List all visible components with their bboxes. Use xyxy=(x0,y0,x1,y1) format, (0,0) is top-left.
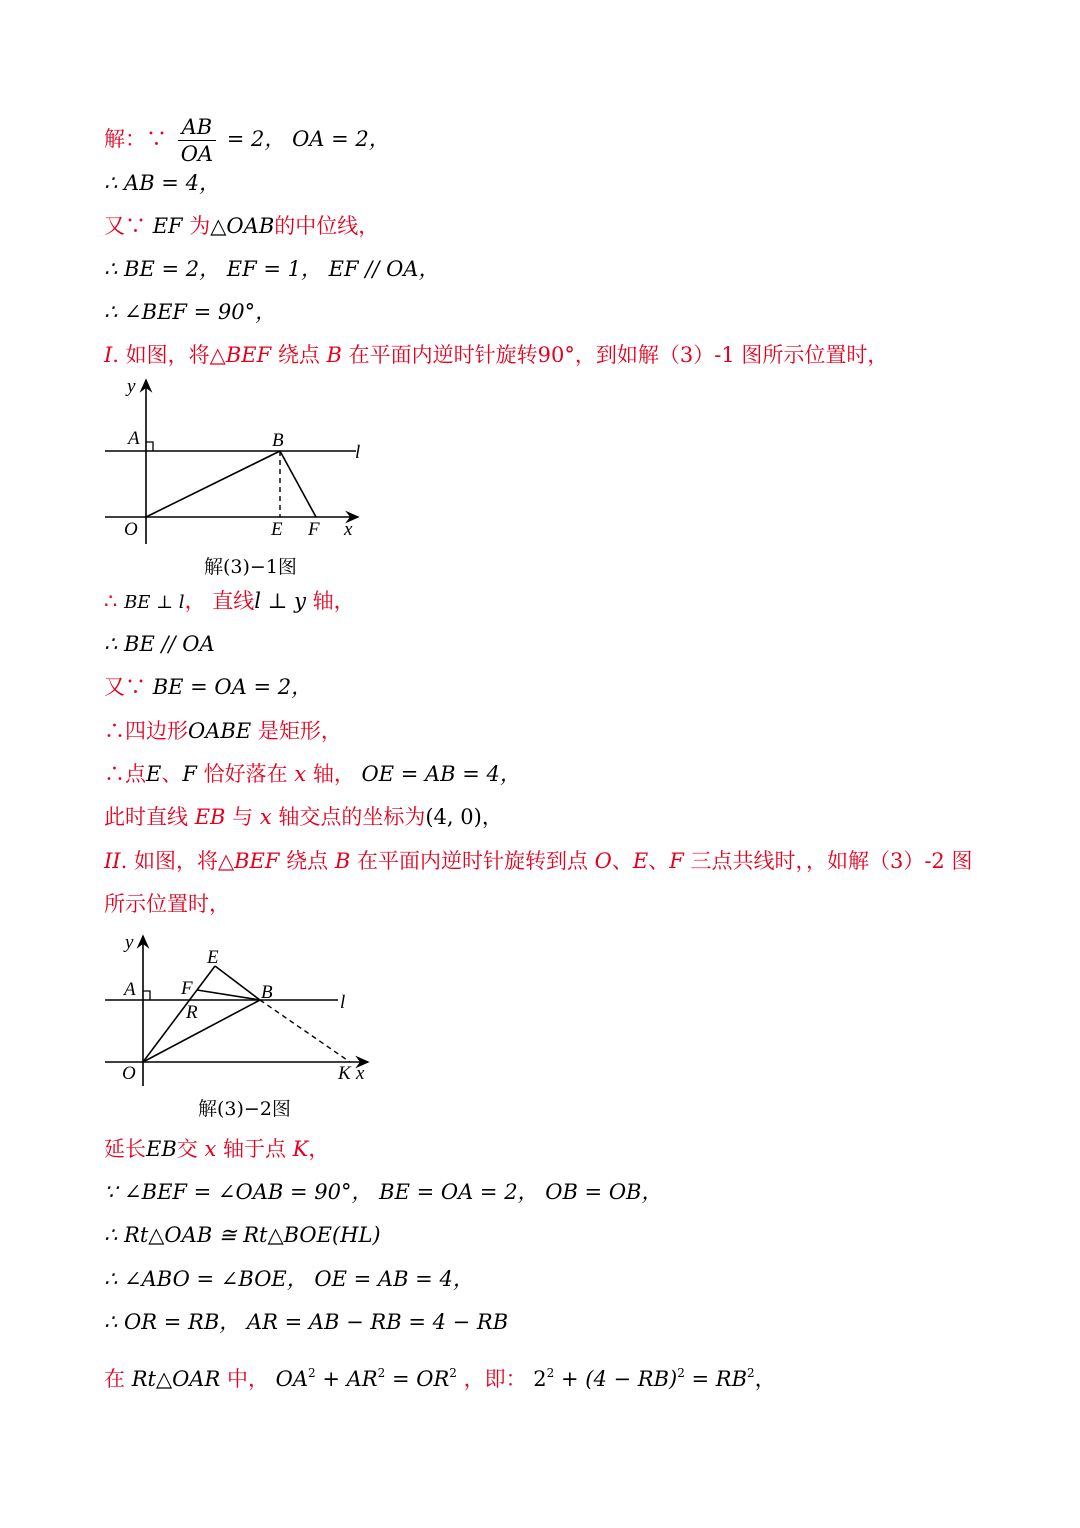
figure-2 xyxy=(100,928,380,1120)
label-a: A xyxy=(124,979,136,1000)
line-17: ∴ Rt△OAB ≅ Rt△BOE(HL) xyxy=(104,1223,381,1247)
label-a: A xyxy=(128,428,140,449)
label-l: l xyxy=(340,992,346,1013)
line-20: 在 Rt△OAR 中， $OA^2 + AR^2 = OR^2$ ，即： $2^2 + (4 - RB)^2 = RB^2$， xyxy=(104,1366,776,1391)
label-f: F xyxy=(181,978,193,999)
label-f: F xyxy=(308,519,320,540)
line-18: ∴ ∠ABO = ∠BOE， OE = AB = 4， xyxy=(104,1267,474,1291)
line-1: 解：∵ $\frac{AB}{OA}$ = 2， OA = 2， xyxy=(104,115,390,166)
label-y: y xyxy=(125,932,134,953)
segment-ob xyxy=(146,451,280,517)
segment-fb xyxy=(197,990,260,1000)
figure-2-diagram xyxy=(100,928,380,1093)
line-19: ∴ OR = RB， AR = AB − RB = 4 − RB xyxy=(104,1310,509,1334)
label-o: O xyxy=(122,1063,136,1084)
label-x: x xyxy=(356,1063,365,1084)
line-2: ∴ AB = 4， xyxy=(104,171,220,195)
label-l: l xyxy=(355,442,361,463)
segment-ob xyxy=(143,1000,260,1062)
line-12: 此时直线 EB 与 x 轴交点的坐标为(4, 0)， xyxy=(104,805,503,829)
segment-eb xyxy=(215,966,260,1000)
right-angle-mark xyxy=(146,442,153,451)
figure-1-caption: 解(3)−1图 xyxy=(204,556,297,578)
segment-oe xyxy=(143,966,215,1062)
label-e: E xyxy=(271,519,283,540)
line-11: ∴点E、F 恰好落在 x 轴， OE = AB = 4， xyxy=(104,762,521,786)
line-8: ∴ BE // OA xyxy=(104,632,215,656)
segment-bk-dashed xyxy=(260,1000,350,1062)
line-14: 所示位置时， xyxy=(104,892,230,916)
solution-label: 解：∵ xyxy=(104,127,167,151)
label-r: R xyxy=(186,1002,198,1023)
line-9: 又∵ BE = OA = 2， xyxy=(104,675,313,699)
line-15: 延长EB交 x 轴于点 K， xyxy=(104,1137,330,1161)
line-5: ∴ ∠BEF = 90°， xyxy=(104,300,277,324)
right-angle-mark xyxy=(143,991,150,1000)
line-7: ∴ BE ⊥ l， 直线l ⊥ y 轴， xyxy=(104,589,355,613)
line-10: ∴四边形OABE 是矩形， xyxy=(104,719,342,743)
fraction-ab-over-oa: $\frac{AB}{OA}$ xyxy=(178,114,216,167)
label-y: y xyxy=(127,376,136,397)
figure-2-caption: 解(3)−2图 xyxy=(198,1098,291,1120)
figure-1 xyxy=(100,372,380,587)
line-6: I. 如图，将△BEF 绕点 B 在平面内逆时针旋转90°，到如解（3）-1 图所示位置时， xyxy=(104,343,889,367)
line-4: ∴ BE = 2， EF = 1， EF // OA， xyxy=(104,257,440,281)
line-16: ∵ ∠BEF = ∠OAB = 90°， BE = OA = 2， OB = OB， xyxy=(104,1180,663,1204)
label-o: O xyxy=(124,519,138,540)
label-b: B xyxy=(272,430,284,451)
line-13: II. 如图，将△BEF 绕点 B 在平面内逆时针旋转到点 O、E、F 三点共线时，，如解（3）-2 图 xyxy=(104,849,973,873)
label-e: E xyxy=(207,947,219,968)
label-b: B xyxy=(261,982,273,1003)
segment-bf xyxy=(280,451,316,517)
figure-1-diagram xyxy=(100,372,380,582)
label-x: x xyxy=(344,519,353,540)
line-3: 又∵ EF 为△OAB的中位线， xyxy=(104,214,380,238)
label-k: K xyxy=(338,1063,351,1084)
